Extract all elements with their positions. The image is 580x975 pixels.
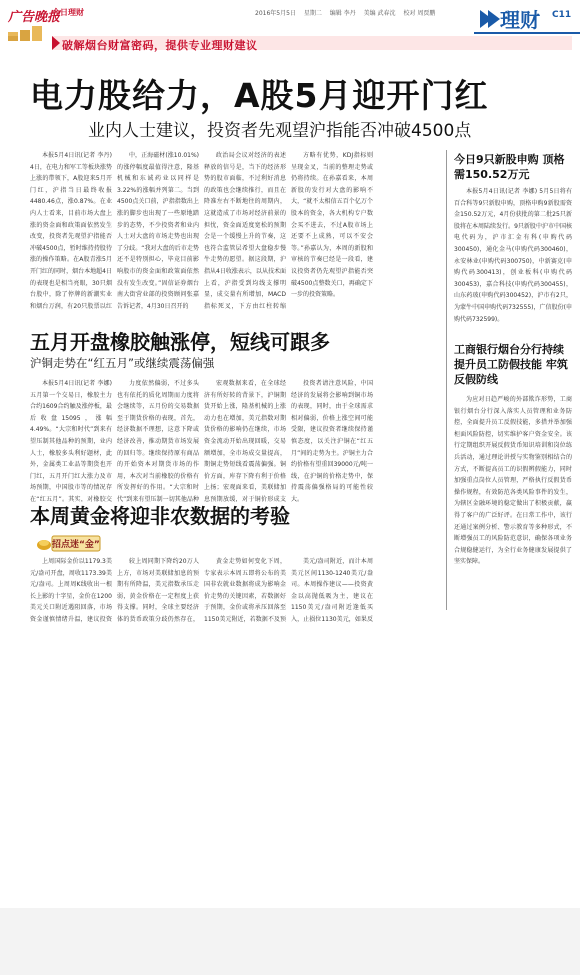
gold-column-1-text: 上周国际金价以1179.3美元/盎司开盘，周收1173.39美元/盎司。上周周K线收出一根长上影的十字星，金价在1200美元关口附近遇阻回落，市场资金谨慎情绪升温，建议投资	[30, 558, 112, 623]
lead-column-2-text: 中，正海磁材(涨10.01%)的涨停幅度最值得注意，隆基机械和东诚药业以同样是3.22%的涨幅并列第二。当到4500点关口前，沪指指数出上涨的脚步也出现了一些原地踏步的态势，不少投资者和业内人士对大盘的市场走势也出现了分歧。“我对大盘的后市走势还不是特别担心，毕竟目前影响股市的资金面和政策面依然没有发生改变。”固信证券烟台南大街营业部的投资顾问张嘉告诉记者，4月30日召开的	[117, 152, 199, 310]
section-title: 理财	[500, 8, 540, 32]
lead-column-1-text: 本报5月4日讯(记者 李丹) 4日，在电力和军工等板块涨势上涨的带领下，A股迎来5月开门红，沪指当日最终收报4480.46点，涨0.87%。在业内人士看来，目前市场大盘上涨的资金面和政策面依然发生改变，投资者先观望沪指能否冲破4500点，暂时维持持股待涨的操作策略。在A股青涨5月开门红的同时，烟台本地超4日的表现也是相当亮眼，30只烟台股中，除了停牌的新潮实业和烟台万润，有20只股票以红	[30, 152, 112, 310]
gold-column-2-text: 较上周同期下降约20万人上方，市场对美联储加息的预期有所降温，美元指数承压走弱，黄金价格在一定程度上获得支撑。同时，全球主要经济体的货币政策分歧仍然存在，	[117, 558, 199, 623]
gold-column-4	[291, 556, 373, 626]
editor: 编辑 李丹	[329, 10, 356, 17]
proofreader: 校对 周贾鹏	[403, 10, 436, 17]
lead-column-3-text: 政治局会议对经济的表述释放的信号是，当下的经济形势的股市面临，不过利好消息的政策也会继续推行，而且在降准左右不断地往的周期内，这就造成了市场对经济前景的担忧，资金面适度宽松的预期会是一个缓慢上升的节奏，这也符合监管层希望大盘稳步慢牛走势的愿望。据这段期，沪指从4日收涨表示，以从技术面上看，沪指受到均线支撑明显，成交量有所增加，MACD指标死叉，下方由红柱转缩	[204, 152, 286, 310]
sidebar-item-2-title: 工商银行烟台分行持续提升员工防假技能 牢筑反假防线	[454, 343, 568, 386]
second-headline: 五月开盘橡胶触涨停，短线可跟多	[30, 330, 330, 354]
gold-column-1	[30, 556, 112, 626]
lead-column-4-text: 方略有优势，KDJ指标则呈现金叉，当前的整理走势或仍将持续。在孙嘉看来，本周新股的发行对大盘的影响不大，“就不太相信五百个亿万个股本的资金，各大机构专户数会买不进去，不过A股市场上还要不上成熟，可以不安会等。”孙嘉认为，本周的新股和审核的节奏已经是一段看，建议投资者仍先观望沪指能否突破4500点整数关口，再确定下一步的投资策略。	[291, 152, 373, 299]
gold-headline: 本周黄金将迎非农数据的考验	[30, 504, 290, 528]
second-column-4-text: 投资者请注意风险，中国经济的发展将会影响到铜市场的表现，同时，由于全球需求相对偏弱，价格上涨空间可能受限，建议投资者继续保持谨慎态度，以关注沪铜在“红五月”间的走势为主。沪铜主力合约价格有望重回39000元/吨一线，在沪铜的价格走势中，保持震荡偏强格局的可能性较大。	[291, 380, 373, 502]
sidebar-item-1-body	[454, 186, 572, 326]
second-column-1	[30, 378, 112, 502]
lead-subhead: 业内人士建议，投资者先观望沪指能否冲破4500点	[88, 121, 472, 141]
column-logo: 今日理财	[52, 8, 84, 17]
page-info-line	[255, 8, 441, 17]
second-column-2-text: 力度依然偏弱，不过多头也有依托的质化周期而力度将会继续等，五月份的交易数据至于期货价格的表现，首先，经济数据不理想，这意下降或经济改善，推动期货市场发展的回归等。继续保持原有商品的开始资本对期货市场的作用，本次对当前橡胶的价格有所发挥好的作用。“大宗和时代”到来有望压制一切其他品种	[117, 380, 199, 502]
lead-column-1	[30, 150, 112, 310]
ribbon-slogan: 破解烟台财富密码，提供专业理财建议	[62, 39, 258, 52]
page-number: C11	[552, 10, 572, 20]
second-column-4	[291, 378, 373, 502]
sidebar-divider	[446, 150, 447, 610]
gold-tag-label: 招点迷“金”	[52, 540, 100, 550]
newspaper-logo: 广告晚报	[8, 10, 61, 25]
sidebar-item-1-title: 今日9只新股申购 顶格需150.52万元	[454, 153, 565, 181]
sidebar-item-2-body	[454, 394, 572, 610]
sidebar-item-2-text: 为应对日趋严峻的外部欺诈形势，工商银行烟台分行深入落实人员管理和业务防控，全面提升员工反假技能，多措并举加强柜面风险防控，切实维护客户资金安全。该行定期组织开展反假货币知识培训和岗位练兵活动，通过理论讲授与实物鉴别相结合的方式，不断提高员工的识假辨假能力，同时加强重点岗位人员管理，严格执行反假货币操作规程，有效防范各类风险事件的发生，为辖区金融环境的稳定做出了积极贡献，赢得了客户的广泛好评。在日常工作中，该行还通过案例分析、警示教育等多种形式，不断增强员工的风险防范意识，确保各项业务合规稳健运行，为全行业务健康发展提供了坚实保障。	[454, 396, 572, 566]
designer: 美编 武春沈	[363, 10, 396, 17]
coins-icon	[6, 22, 50, 42]
second-column-2	[117, 378, 199, 502]
second-column-1-text: 本报5月4日讯(记者 李娜) 五月第一个交易日，橡胶主力合约1609合约触及涨停板，最后收盘15095，涨幅4.49%。“大宗和时代”到来有望压制其他品种的预期，业内人士，橡胶多头利好题材，此外，金属类工业品等期货也开门红，五月开门红大涨力及市场预期，中国股市等的情况存在“红五月”。其实，对橡胶交	[30, 380, 112, 502]
gold-column-2	[117, 556, 199, 626]
gold-column-3	[204, 556, 286, 626]
second-deck: 沪铜走势在“红五月”或继续震荡偏强	[30, 356, 215, 370]
gold-column-4-text: 美元/盎司附近，而计本周美元区间1130-1240美元/盎司。本周操作建议——投资黄金以高抛低吸为主，建议在1150美元/盎司附近逢低买入，止损位1130美元，如果反	[291, 558, 373, 623]
second-column-3-text: 宏观数据来看，在全球经济有所好转的背景下，沪铜期货开始上涨，隆基机械的上涨动力也在增加，美元指数对期货价格的影响仍在继续，市场资金流动开始出现回暖，交易额增加，全市场成交量提高，期铜走势短线看震荡偏强。铜价方面，库存下降有利于价格上扬；宏观面来看，美联储加息预期放缓，对于铜价形成支	[204, 380, 286, 502]
lead-column-4	[291, 150, 373, 310]
issue-date: 2016年5月5日	[255, 10, 296, 17]
second-column-3	[204, 378, 286, 502]
lead-column-3	[204, 150, 286, 310]
lead-column-2	[117, 150, 199, 310]
page-margin	[0, 908, 580, 975]
sidebar-item-1-text: 本报5月4日讯(记者 李娜) 5月5日将有百合科等9只新股申购，顶格申购9新股需资金150.52万元，4月份获批的第二批25只新股将在本周陆续发行。9只新股中沪市中国核电代码为，沪市汇金有科(申购代码300450)，通化金马(申购代码300460)，永安林业(申购代码300750)，中新赛克(申购代码300413)，创业板科(申购代码300453)，嘉合科技(申购代码300455)，山东药玻(申购代码300452)，沪市有2只，为蒙牛中国申购代码732555)，广信股份(申购代码732599)。	[454, 188, 572, 323]
lead-headline: 电力股给力，A股5月迎开门红	[30, 76, 489, 115]
gold-column-3-text: 黄金走势如何变化下周，专家表示本周五即将公布的美国非农就业数据将成为影响金价走势的关键因素，若数据好于预期，金价或将承压回落至1150美元附近，若数据不及预	[204, 558, 286, 623]
weekday: 星期二	[303, 10, 322, 17]
